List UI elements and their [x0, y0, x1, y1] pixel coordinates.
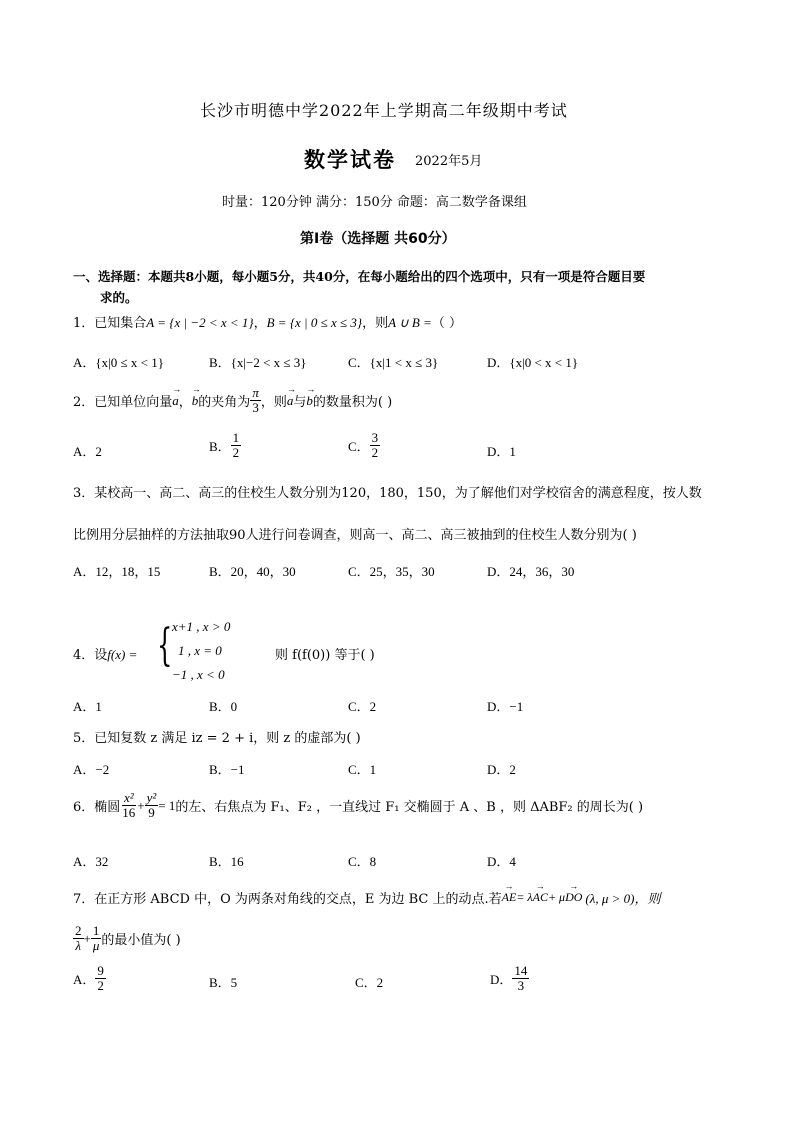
q3-line2: 比例用分层抽样的方法抽取90人进行问卷调查，则高一、高二、高三被抽到的住校生人数分别为( )	[73, 528, 637, 543]
q7-tail: (λ, μ > 0)，则	[585, 891, 661, 906]
q2-option-c[interactable]	[348, 431, 380, 460]
q7-option-c[interactable]: C．2	[355, 975, 384, 990]
q3-option-a[interactable]: A．12，18，15	[73, 564, 161, 579]
q4-option-d[interactable]: D．−1	[487, 699, 524, 714]
q2-option-b-fraction	[231, 431, 242, 460]
q2-opt-c-num: 3	[371, 430, 379, 445]
question-7-line1	[73, 888, 661, 907]
q2-vector-b: → b	[192, 393, 199, 409]
q7-frac2-num: 1	[92, 923, 100, 938]
q6-d9: 9	[148, 805, 155, 820]
q4-function: f(x) =	[107, 647, 138, 662]
q6-frac-y	[145, 791, 159, 820]
q7-lead: 7．在正方形 ABCD 中，O 为两条对角线的交点，E 为边 BC 上的动点.若	[73, 892, 502, 907]
q7-mu: + μ	[547, 890, 566, 904]
q1-sep: ，	[253, 316, 267, 331]
q1-union: A ∪ B =	[388, 315, 432, 330]
q6-frac-x	[120, 791, 137, 820]
q2-option-b[interactable]	[209, 431, 241, 460]
q3-option-d[interactable]: D．24，36，30	[487, 564, 575, 579]
q7-frac1-den: λ	[75, 938, 82, 953]
q7-opt-a-den: 2	[97, 978, 104, 993]
q4-case-3: −1 , x < 0	[172, 667, 225, 682]
q3-option-b[interactable]: B．20，40，30	[209, 564, 296, 579]
q7-vec-do: → DO	[565, 890, 582, 905]
q4-case-1: x+1 , x > 0	[172, 619, 231, 634]
q6-eq: = 1	[158, 797, 176, 813]
q2-vector-b2: → b	[306, 393, 313, 409]
q6-y2: y²	[146, 790, 157, 805]
exam-date: 2022年5月	[415, 154, 483, 169]
question-7-line2	[73, 924, 181, 953]
q7-opt-d-den: 3	[517, 978, 525, 993]
q7-lambda: = λ	[516, 890, 533, 904]
q3-line1: 3．某校高一、高二、高三的住校生人数分别为120，180，150，为了解他们对学校宿舍的满意程度，按人数	[73, 486, 702, 501]
instructions-line1: 一、选择题：本题共8小题，每小题5分，共40分，在每小题给出的四个选项中，只有一项是符合题目要	[73, 269, 646, 284]
q2-mid2: 的夹角为	[198, 395, 251, 410]
q6-option-b[interactable]: B．16	[209, 854, 244, 869]
q7-option-d-fraction	[512, 964, 529, 993]
q7-option-d[interactable]	[490, 964, 529, 993]
q2-tail: 的数量积为( )	[312, 395, 393, 410]
q2-option-c-fraction	[370, 431, 381, 460]
q2-opt-b-den: 2	[232, 445, 240, 460]
q2-mid4: 与	[293, 395, 307, 410]
paper-title: 数学试卷	[304, 148, 396, 172]
q5-option-b[interactable]: B．−1	[209, 762, 245, 777]
q4-option-c[interactable]: C．2	[348, 699, 377, 714]
q4-option-b[interactable]: B．0	[209, 699, 238, 714]
q1-set-b: B = {x | 0 ≤ x ≤ 3}	[266, 315, 363, 330]
q7-frac-2	[91, 924, 102, 953]
q2-vector-a: → a	[172, 393, 179, 409]
q2-option-b-label: B．	[209, 439, 231, 454]
school-title: 长沙市明德中学2022年上学期高二年级期中考试	[200, 101, 568, 120]
q2-mid3: ，则	[260, 395, 287, 410]
q7-option-a-fraction	[95, 964, 106, 993]
q5-option-c[interactable]: C．1	[348, 762, 377, 777]
q6-lead: 6．椭圆	[73, 800, 121, 815]
q7-frac1-num: 2	[75, 923, 82, 938]
q7-line2-tail: 的最小值为( )	[101, 933, 181, 948]
q7-vec-ac: → AC	[533, 890, 548, 905]
q7-option-a-label: A．	[73, 972, 96, 987]
q7-option-b[interactable]: B．5	[209, 975, 238, 990]
section-title: 第Ⅰ卷（选择题 共60分）	[300, 231, 456, 247]
q7-frac-1	[73, 924, 84, 953]
q1-option-a[interactable]: A．{x|0 ≤ x < 1}	[73, 355, 164, 370]
q7-opt-d-num: 14	[514, 963, 528, 978]
instructions-line2: 求的。	[100, 290, 138, 305]
q2-option-c-label: C．	[348, 439, 370, 454]
q2-angle-num: π	[252, 385, 259, 400]
q2-angle-fraction	[250, 386, 261, 415]
q2-opt-c-den: 2	[371, 445, 379, 460]
q1-option-d[interactable]: D．{x|0 < x < 1}	[487, 355, 579, 370]
exam-info: 时量：120分钟 满分：150分 命题：高二数学备课组	[222, 195, 527, 210]
q2-option-d[interactable]: D．1	[487, 444, 516, 459]
q2-lead: 2．已知单位向量	[73, 395, 173, 410]
q4-lead-text: 4．设	[73, 648, 108, 663]
q2-option-a[interactable]: A．2	[73, 444, 102, 459]
q7-vec-ae: → AE	[502, 890, 517, 905]
q4-lead	[73, 644, 137, 663]
q7-frac2-den: μ	[92, 938, 100, 953]
q7-option-d-label: D．	[490, 972, 513, 987]
q7-plus: +	[83, 930, 91, 946]
q1-lead: 1．已知集合	[73, 316, 147, 331]
q1-option-b[interactable]: B．{x|−2 < x ≤ 3}	[209, 355, 307, 370]
q4-option-a[interactable]: A．1	[73, 699, 102, 714]
q7-option-a[interactable]	[73, 964, 106, 993]
q5-option-a[interactable]: A．−2	[73, 762, 110, 777]
q6-option-c[interactable]: C．8	[348, 854, 377, 869]
q6-plus: +	[137, 797, 145, 813]
q1-tail: ，则	[362, 316, 389, 331]
q4-tail: 则 f(f(0)) 等于( )	[275, 648, 375, 663]
q2-vector-a2: → a	[287, 393, 294, 409]
question-2	[73, 386, 392, 415]
q6-option-d[interactable]: D．4	[487, 854, 516, 869]
q2-mid1: ，	[178, 395, 192, 410]
q4-case-2: 1 , x = 0	[178, 643, 222, 658]
q5-option-d[interactable]: D．2	[487, 762, 516, 777]
q1-option-c[interactable]: C．{x|1 < x ≤ 3}	[348, 355, 439, 370]
q1-set-a: A = {x | −2 < x < 1}	[146, 315, 254, 330]
q2-angle-den: 3	[252, 400, 259, 415]
question-6	[73, 791, 643, 820]
q4-brace: {	[157, 620, 173, 671]
q3-option-c[interactable]: C．25，35，30	[348, 564, 435, 579]
q5-text: 5．已知复数 z 满足 iz = 2 + i，则 z 的虚部为( )	[73, 731, 361, 746]
q7-opt-a-num: 9	[97, 963, 104, 978]
q6-d16: 16	[122, 805, 136, 820]
q6-option-a[interactable]: A．32	[73, 854, 109, 869]
q6-tail: 的左、右焦点为 F₁、F₂ ，一直线过 F₁ 交椭圆于 A 、B ，则 ΔABF₂ 的周长为( )	[175, 800, 644, 815]
q2-opt-b-num: 1	[232, 430, 240, 445]
question-1	[73, 312, 462, 331]
q6-x2: x²	[123, 790, 134, 805]
q1-paren: （ ）	[431, 316, 462, 331]
